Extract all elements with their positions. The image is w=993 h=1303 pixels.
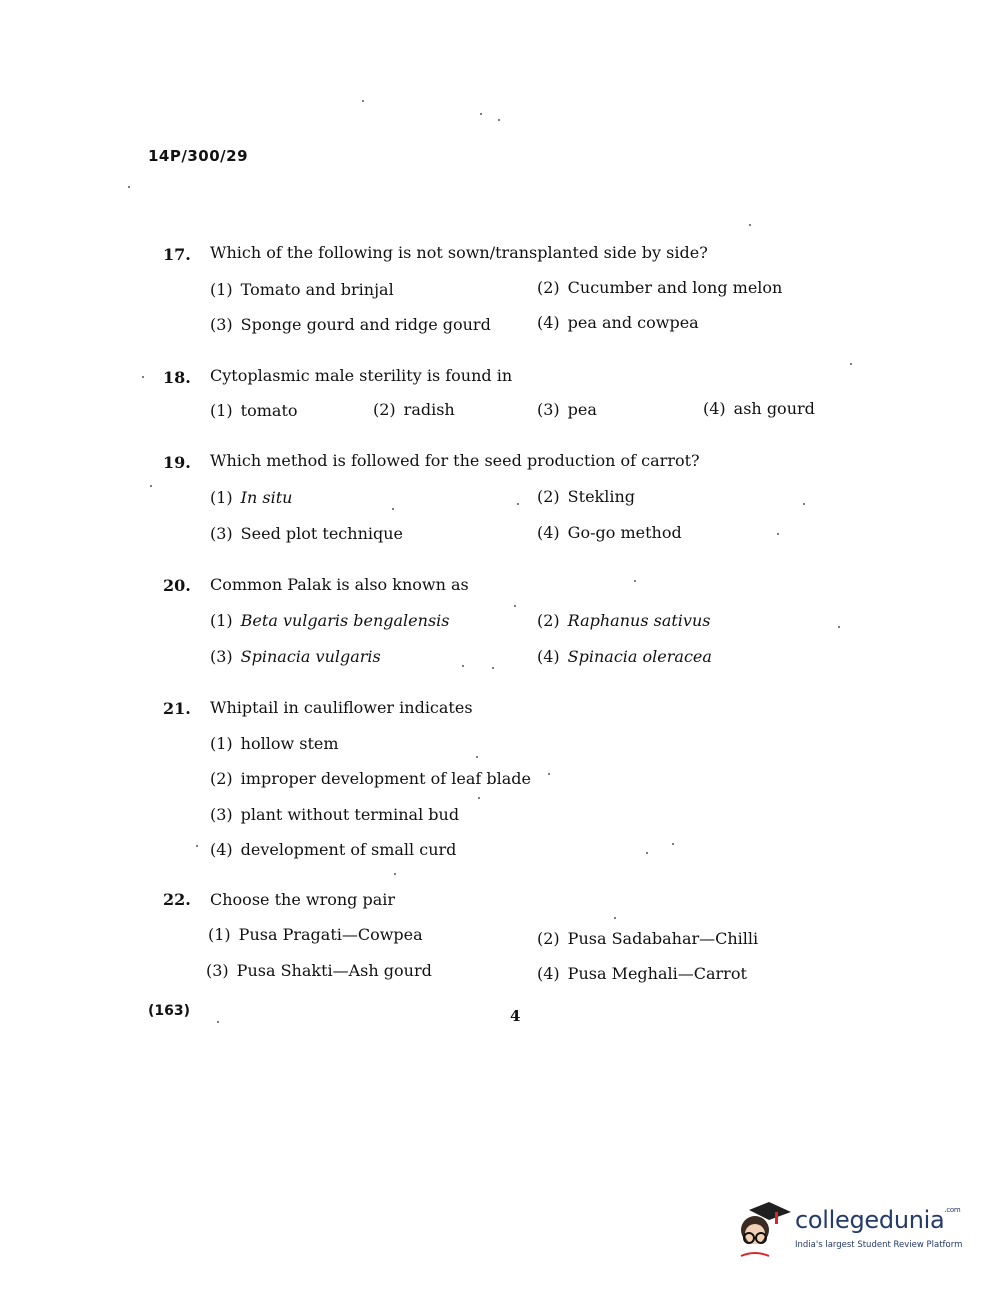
- option-2: (2) Cucumber and long melon: [537, 278, 783, 297]
- question-number: 21.: [163, 699, 191, 718]
- question-text: Which method is followed for the seed production of carrot?: [210, 451, 700, 470]
- option-4: (4) development of small curd: [210, 840, 457, 859]
- option-4: (4) Pusa Meghali—Carrot: [537, 964, 747, 983]
- question-text: Common Palak is also known as: [210, 575, 469, 594]
- question-text: Whiptail in cauliflower indicates: [210, 698, 473, 717]
- option-3: (3) pea: [537, 400, 597, 419]
- option-1: (1) tomato: [210, 401, 298, 420]
- option-2: (2) Raphanus sativus: [537, 611, 711, 630]
- mascot-icon: [735, 1198, 795, 1260]
- option-4: (4) Spinacia oleracea: [537, 647, 712, 666]
- option-4: (4) pea and cowpea: [537, 313, 699, 332]
- option-4: (4) Go-go method: [537, 523, 682, 542]
- option-3: (3) Pusa Shakti—Ash gourd: [206, 961, 432, 980]
- option-2: (2) radish: [373, 400, 455, 419]
- question-number: 20.: [163, 576, 191, 595]
- collegedunia-logo: [735, 1198, 965, 1260]
- question-text: Cytoplasmic male sterility is found in: [210, 366, 513, 385]
- option-3: (3) plant without terminal bud: [210, 805, 460, 824]
- paper-code: 14P/300/29: [148, 147, 249, 165]
- question-text: Choose the wrong pair: [210, 890, 396, 909]
- option-1: (1) hollow stem: [210, 734, 339, 753]
- question-number: 22.: [163, 890, 191, 909]
- footer-code: (163): [148, 1003, 191, 1019]
- logo-tagline: India's largest Student Review Platform: [795, 1240, 963, 1250]
- option-2: (2) improper development of leaf blade: [210, 769, 531, 788]
- question-text: Which of the following is not sown/transplanted side by side?: [210, 243, 708, 262]
- option-3: (3) Spinacia vulgaris: [210, 647, 381, 666]
- option-3: (3) Sponge gourd and ridge gourd: [210, 315, 491, 334]
- page-number: 4: [510, 1007, 521, 1025]
- option-3: (3) Seed plot technique: [210, 524, 404, 543]
- option-2: (2) Stekling: [537, 487, 636, 506]
- question-number: 19.: [163, 453, 191, 472]
- question-number: 18.: [163, 368, 191, 387]
- option-1: (1) Pusa Pragati—Cowpea: [208, 925, 423, 944]
- logo-wordmark: collegedunia$^{.com}$: [795, 1206, 961, 1234]
- option-1: (1) Tomato and brinjal: [210, 280, 394, 299]
- option-1: (1) In situ: [210, 488, 293, 507]
- option-2: (2) Pusa Sadabahar—Chilli: [537, 929, 759, 948]
- option-4: (4) ash gourd: [703, 399, 815, 418]
- question-number: 17.: [163, 245, 191, 264]
- option-1: (1) Beta vulgaris bengalensis: [210, 611, 450, 630]
